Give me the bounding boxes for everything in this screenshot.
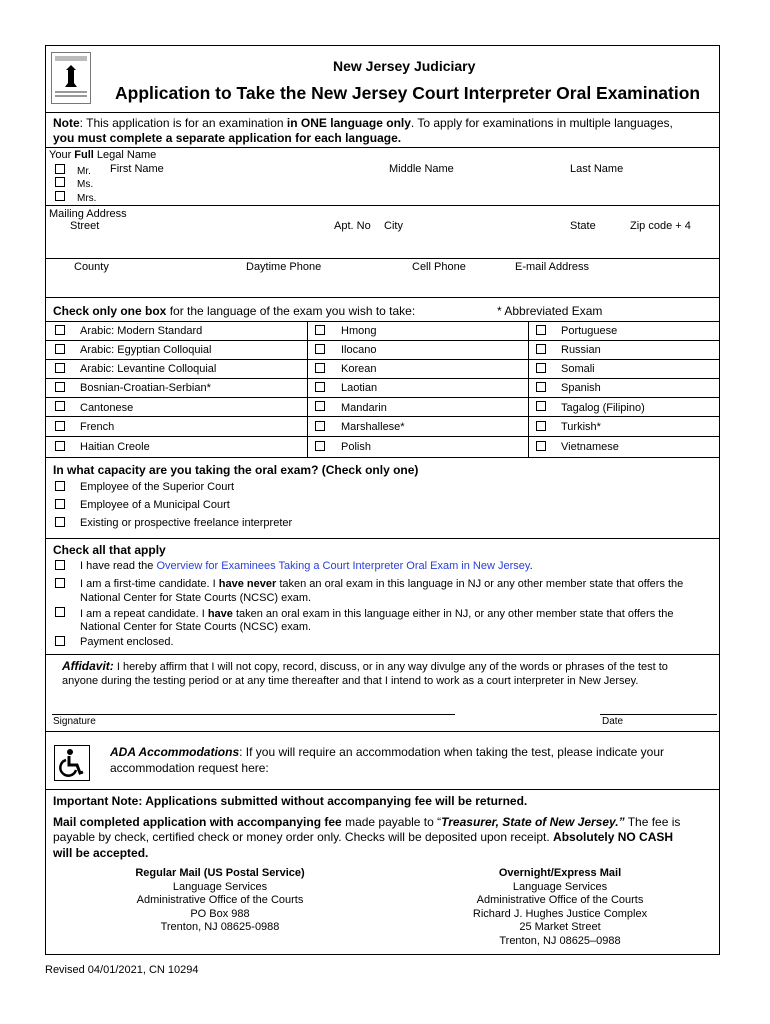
lang-label: Arabic: Levantine Colloquial bbox=[80, 363, 217, 375]
lang-label: Russian bbox=[561, 344, 601, 356]
first-time-candidate-checkbox[interactable] bbox=[55, 578, 65, 588]
first-time-candidate-label-2: National Center for State Courts (NCSC) exam. bbox=[80, 592, 312, 604]
lang-label: Turkish* bbox=[561, 421, 601, 433]
lang-checkbox-vietnamese[interactable] bbox=[536, 441, 546, 451]
capacity-heading: In what capacity are you taking the oral exam? (Check only one) bbox=[53, 463, 419, 477]
note-line-1: Note: This application is for an examination in ONE language only. To apply for examinations in multiple languages, bbox=[53, 116, 673, 130]
title-mrs-label: Mrs. bbox=[77, 193, 97, 204]
regular-mail-address bbox=[110, 867, 330, 935]
lang-checkbox-spanish[interactable] bbox=[536, 382, 546, 392]
lang-label: Marshallese* bbox=[341, 421, 405, 433]
ada-line-1: ADA Accommodations: If you will require an accommodation when taking the test, please indicate your bbox=[110, 745, 665, 759]
overnight-mail-line: 25 Market Street bbox=[519, 921, 601, 933]
capacity-option-label: Employee of a Municipal Court bbox=[80, 499, 230, 511]
overview-link[interactable]: Overview for Examinees Taking a Court Interpreter Oral Exam in New Jersey bbox=[156, 560, 530, 572]
lang-checkbox-ilocano[interactable] bbox=[315, 344, 325, 354]
overnight-mail-line: Administrative Office of the Courts bbox=[476, 894, 644, 906]
abbreviated-exam-note: * Abbreviated Exam bbox=[497, 304, 603, 318]
lang-checkbox-turkish[interactable] bbox=[536, 421, 546, 431]
middle-name-label: Middle Name bbox=[389, 163, 454, 175]
last-name-label: Last Name bbox=[570, 163, 624, 175]
regular-mail-line: Trenton, NJ 08625-0988 bbox=[160, 921, 280, 933]
repeat-candidate-label-2: National Center for State Courts (NCSC) exam. bbox=[80, 621, 312, 633]
wheelchair-icon bbox=[54, 745, 90, 781]
capacity-freelance-checkbox[interactable] bbox=[55, 517, 65, 527]
lang-checkbox-hmong[interactable] bbox=[315, 325, 325, 335]
lang-label: Polish bbox=[341, 441, 371, 453]
mail-instructions-3: will be accepted. bbox=[53, 846, 149, 860]
affidavit-line-1: Affidavit: I hereby affirm that I will not copy, record, discuss, or in any way divulge any of the words or phrases of the test to bbox=[62, 659, 668, 673]
signature-label: Signature bbox=[53, 716, 96, 727]
lang-checkbox-laotian[interactable] bbox=[315, 382, 325, 392]
mail-instructions-2: payable by check, certified check or money order only. Checks will be deposited upon receipt. Absolutely NO CASH bbox=[53, 830, 674, 844]
lang-label: Laotian bbox=[341, 382, 378, 394]
date-line[interactable] bbox=[600, 714, 717, 715]
lang-checkbox-haitian-creole[interactable] bbox=[55, 441, 65, 451]
check-all-heading: Check all that apply bbox=[53, 543, 166, 557]
lang-label: Arabic: Modern Standard bbox=[80, 325, 203, 337]
lang-label: Mandarin bbox=[341, 402, 387, 414]
lang-label: Tagalog (Filipino) bbox=[561, 402, 645, 414]
overnight-mail-address bbox=[450, 867, 670, 948]
daytime-phone-label: Daytime Phone bbox=[246, 261, 322, 273]
mail-instructions-1: Mail completed application with accompanying fee made payable to “Treasurer, State of New Jersey.” The fee is bbox=[53, 815, 681, 829]
city-label: City bbox=[384, 220, 403, 232]
title-ms-checkbox[interactable] bbox=[55, 177, 65, 187]
revision-footer: Revised 04/01/2021, CN 10294 bbox=[45, 964, 199, 976]
apt-no-label: Apt. No bbox=[334, 220, 371, 232]
first-name-label: First Name bbox=[110, 163, 164, 175]
overnight-mail-line: Trenton, NJ 08625–0988 bbox=[499, 934, 621, 947]
cell-phone-label: Cell Phone bbox=[412, 261, 466, 273]
lang-label: Korean bbox=[341, 363, 377, 375]
regular-mail-line: PO Box 988 bbox=[190, 907, 250, 920]
lang-label: Spanish bbox=[561, 382, 601, 394]
lang-label: Cantonese bbox=[80, 402, 134, 414]
lang-checkbox-portuguese[interactable] bbox=[536, 325, 546, 335]
lang-checkbox-cantonese[interactable] bbox=[55, 401, 65, 411]
lang-checkbox-mandarin[interactable] bbox=[315, 401, 325, 411]
lang-label: Portuguese bbox=[561, 325, 618, 337]
first-time-candidate-label: I am a first-time candidate. I have never taken an oral exam in this language in NJ or any other member state that offers the bbox=[80, 578, 684, 590]
capacity-superior-court-checkbox[interactable] bbox=[55, 481, 65, 491]
lang-label: Bosnian-Croatian-Serbian* bbox=[80, 382, 211, 394]
lang-checkbox-arabic-levantine[interactable] bbox=[55, 363, 65, 373]
overnight-mail-title: Overnight/Express Mail bbox=[498, 867, 622, 879]
mailing-address-label: Mailing Address bbox=[49, 208, 127, 220]
lang-label: Haitian Creole bbox=[80, 441, 150, 453]
title-mr-checkbox[interactable] bbox=[55, 164, 65, 174]
lang-checkbox-marshallese[interactable] bbox=[315, 421, 325, 431]
street-label: Street bbox=[70, 220, 100, 232]
ada-line-2: accommodation request here: bbox=[110, 761, 269, 775]
read-overview-checkbox[interactable] bbox=[55, 560, 65, 570]
affidavit-line-2: anyone during the testing period or at any time thereafter and that I intend to work as a court interpreter in New Jersey. bbox=[62, 675, 639, 687]
note-line-2: you must complete a separate application for each language. bbox=[53, 131, 402, 145]
lang-checkbox-bosnian-croatian-serbian[interactable] bbox=[55, 382, 65, 392]
lang-checkbox-tagalog[interactable] bbox=[536, 401, 546, 411]
lang-checkbox-arabic-egyptian[interactable] bbox=[55, 344, 65, 354]
lang-checkbox-arabic-modern-standard[interactable] bbox=[55, 325, 65, 335]
regular-mail-line: Language Services bbox=[172, 880, 268, 893]
lang-checkbox-somali[interactable] bbox=[536, 363, 546, 373]
title-mr-label: Mr. bbox=[77, 166, 91, 177]
regular-mail-line: Administrative Office of the Courts bbox=[136, 894, 304, 906]
regular-mail-title: Regular Mail (US Postal Service) bbox=[135, 867, 305, 879]
org-name: New Jersey Judiciary bbox=[333, 58, 476, 74]
overnight-mail-line: Language Services bbox=[512, 880, 608, 893]
lang-label: Hmong bbox=[341, 325, 377, 337]
payment-enclosed-label: Payment enclosed. bbox=[80, 636, 174, 648]
lang-label: Arabic: Egyptian Colloquial bbox=[80, 344, 212, 356]
zip-code-label: Zip code + 4 bbox=[630, 220, 691, 232]
lang-checkbox-korean[interactable] bbox=[315, 363, 325, 373]
language-heading: Check only one box for the language of the exam you wish to take: bbox=[53, 304, 416, 318]
signature-line[interactable] bbox=[52, 714, 455, 715]
repeat-candidate-checkbox[interactable] bbox=[55, 607, 65, 617]
email-label: E-mail Address bbox=[515, 261, 589, 273]
title-ms-label: Ms. bbox=[77, 179, 94, 190]
lang-label: Ilocano bbox=[341, 344, 377, 356]
payment-enclosed-checkbox[interactable] bbox=[55, 636, 65, 646]
repeat-candidate-label: I am a repeat candidate. I have taken an oral exam in this language either in NJ, or any other member state that offers the bbox=[80, 608, 674, 620]
title-mrs-checkbox[interactable] bbox=[55, 191, 65, 201]
important-note: Important Note: Applications submitted without accompanying fee will be returned. bbox=[53, 794, 528, 808]
capacity-option-label: Existing or prospective freelance interpreter bbox=[80, 517, 293, 529]
capacity-option-label: Employee of the Superior Court bbox=[80, 481, 235, 493]
read-overview-label: I have read the Overview for Examinees Taking a Court Interpreter Oral Exam in New Jersey. bbox=[80, 560, 533, 572]
lang-label: Vietnamese bbox=[561, 441, 619, 453]
lang-checkbox-french[interactable] bbox=[55, 421, 65, 431]
date-label: Date bbox=[602, 716, 624, 727]
county-label: County bbox=[74, 261, 109, 273]
form-title: Application to Take the New Jersey Court Interpreter Oral Examination bbox=[115, 83, 701, 103]
state-label: State bbox=[570, 220, 596, 232]
capacity-municipal-court-checkbox[interactable] bbox=[55, 499, 65, 509]
full-legal-name-label: Your Full Legal Name bbox=[49, 149, 157, 161]
overnight-mail-line: Richard J. Hughes Justice Complex bbox=[472, 907, 648, 920]
lang-label: French bbox=[80, 421, 115, 433]
lang-checkbox-russian[interactable] bbox=[536, 344, 546, 354]
lang-label: Somali bbox=[561, 363, 595, 375]
lang-checkbox-polish[interactable] bbox=[315, 441, 325, 451]
